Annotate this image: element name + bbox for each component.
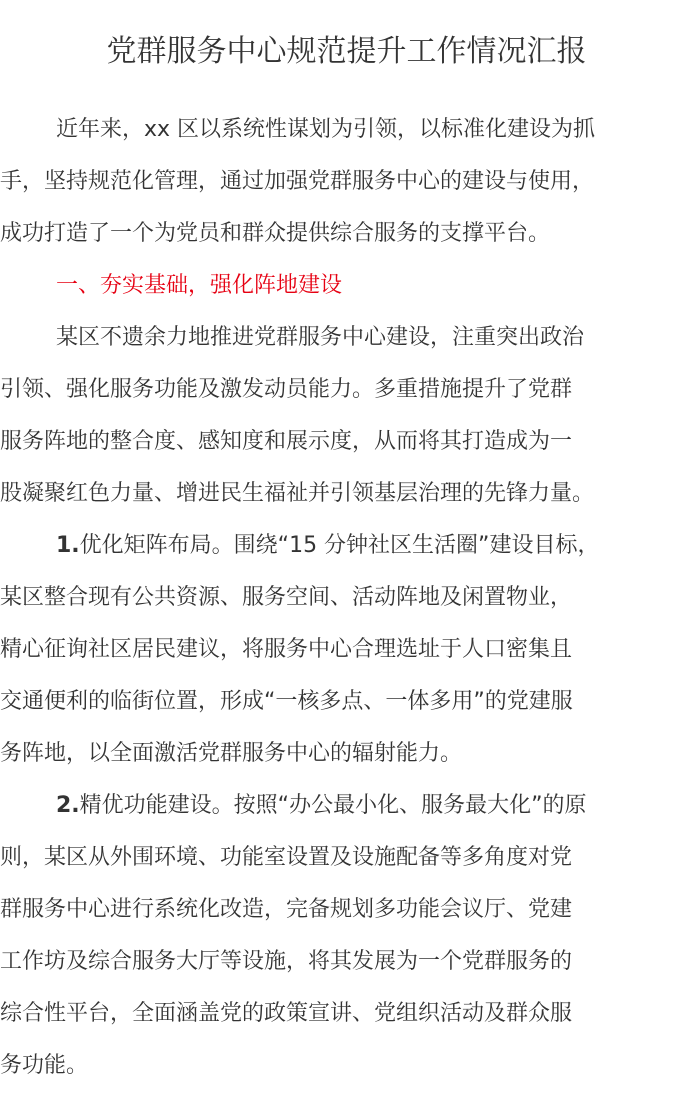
item-number: 1. — [56, 533, 80, 558]
paragraph-line: 服务阵地的整合度、感知度和展示度，从而将其打造成为一 — [0, 429, 573, 454]
paragraph-line: 交通便利的临街位置，形成“一核多点、一体多用”的党建服 — [0, 689, 573, 714]
paragraph-line: 引领、强化服务功能及激发动员能力。多重措施提升了党群 — [0, 377, 573, 402]
paragraph-line: 股凝聚红色力量、增进民生福祉并引领基层治理的先锋力量。 — [0, 481, 595, 506]
paragraph-line: 某区不遗余力地推进党群服务中心建设，注重突出政治 — [56, 325, 585, 350]
numbered-paragraph-2 — [0, 780, 693, 1092]
intro-paragraph — [0, 104, 693, 260]
numbered-paragraph-1 — [0, 520, 693, 780]
paragraph-line: 某区整合现有公共资源、服务空间、活动阵地及闲置物业， — [0, 585, 573, 610]
paragraph-line: 成功打造了一个为党员和群众提供综合服务的支撑平台。 — [0, 221, 551, 246]
paragraph-line-text: 精优功能建设。按照“办公最小化、服务最大化”的原 — [79, 793, 587, 818]
paragraph-line: 综合性平台，全面涵盖党的政策宣讲、党组织活动及群众服 — [0, 1001, 573, 1026]
section-paragraph — [0, 312, 693, 520]
paragraph-line: 群服务中心进行系统化改造，完备规划多功能会议厅、党建 — [0, 897, 573, 922]
paragraph-line — [0, 780, 693, 832]
paragraph-line: 务阵地，以全面激活党群服务中心的辐射能力。 — [0, 741, 463, 766]
paragraph-line: 务功能。 — [0, 1053, 89, 1078]
section-heading — [0, 260, 693, 312]
paragraph-line: 手，坚持规范化管理，通过加强党群服务中心的建设与使用， — [0, 169, 595, 194]
section-heading-text: 一、夯实基础，强化阵地建设 — [56, 273, 343, 298]
paragraph-line: 近年来，xx 区以系统性谋划为引领，以标准化建设为抓 — [56, 117, 596, 142]
paragraph-line-text: 优化矩阵布局。围绕“15 分钟社区生活圈”建设目标， — [79, 533, 600, 558]
paragraph-line: 工作坊及综合服务大厅等设施，将其发展为一个党群服务的 — [0, 949, 573, 974]
paragraph-line — [0, 520, 693, 572]
item-number: 2. — [56, 793, 80, 818]
paragraph-line: 则，某区从外围环境、功能室设置及设施配备等多角度对党 — [0, 845, 573, 870]
paragraph-line: 精心征询社区居民建议，将服务中心合理选址于人口密集且 — [0, 637, 573, 662]
page-title: 党群服务中心规范提升工作情况汇报 — [106, 34, 587, 69]
